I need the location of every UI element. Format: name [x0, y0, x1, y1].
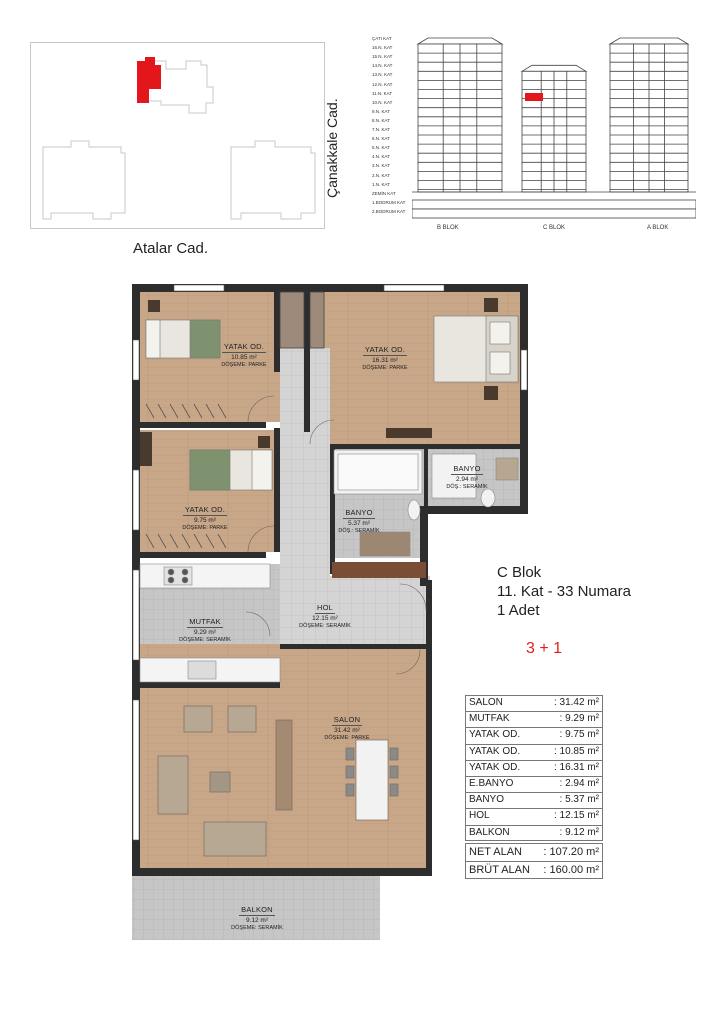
floor-label: 7.N. KAT [372, 127, 390, 132]
area-row [465, 825, 603, 841]
site-plan [30, 42, 325, 229]
unit-block: C Blok [497, 564, 542, 581]
site-plan-drawing [31, 43, 326, 230]
bed-3 [190, 450, 272, 490]
label-c-blok: C BLOK [543, 225, 566, 231]
street-label-south: Atalar Cad. [133, 240, 209, 257]
storage-unit [332, 562, 426, 578]
wardrobe-1 [280, 292, 304, 348]
area-value: : 31.42 m² [553, 697, 599, 708]
floor-label: 5.N. KAT [372, 145, 390, 151]
floor-bedroom-3 [140, 430, 280, 552]
label-b-blok: B BLOK [437, 225, 459, 231]
room-label-hall: HOL 12.15 m² DÖŞEME: SERAMİK [299, 603, 351, 629]
floor-label: 2.N. KAT [372, 172, 390, 178]
area-label: BANYO [469, 794, 505, 806]
bed-2 [434, 316, 518, 382]
area-label: YATAK OD. [469, 745, 521, 757]
area-value: : 2.94 m² [559, 777, 599, 789]
label-a-blok: A BLOK [647, 225, 669, 231]
area-row [465, 861, 603, 879]
area-label: NET ALAN [469, 845, 522, 858]
area-label: MUTFAK [469, 713, 510, 725]
area-value: : 160.00 m² [543, 863, 599, 876]
unit-floor-number: 11. Kat - 33 Numara [497, 583, 631, 600]
floor-label: ZEMİN KAT [372, 190, 396, 196]
area-label: SALON [469, 697, 503, 708]
area-row [465, 727, 603, 743]
room-label-salon: SALON 31.42 m² DÖŞEME: PARKE [324, 715, 370, 741]
room-count: 3 + 1 [526, 640, 563, 657]
room-label-bedroom-2: YATAK OD. 16.31 m² DÖŞEME: PARKE [362, 345, 408, 371]
area-row [465, 760, 603, 776]
room-label-kitchen: MUTFAK 9.29 m² DÖŞEME: SERAMİK [179, 617, 231, 643]
floor-label: 11.N. KAT [372, 90, 393, 96]
area-value: : 5.37 m² [559, 794, 599, 806]
floor-label: 1.N. KAT [372, 181, 390, 187]
room-label-ensuite: BANYO 2.94 m² DÖŞ.: SERAMİK [446, 464, 488, 490]
floor-label: 6.N. KAT [372, 136, 390, 142]
highlighted-unit-marker [137, 57, 161, 103]
area-value: : 9.75 m² [559, 729, 599, 741]
area-row [465, 776, 603, 792]
area-row [465, 843, 603, 861]
area-value: : 9.29 m² [559, 713, 599, 725]
area-row [465, 808, 603, 824]
room-label-bedroom-3: YATAK OD. 9.75 m² DÖŞEME: PARKE [182, 505, 228, 531]
area-label: YATAK OD. [469, 761, 521, 773]
floor-label: 9.N. KAT [372, 108, 390, 114]
floor-label: 2.BODRUM KAT [372, 208, 406, 214]
floor-label: 14.N. KAT [372, 63, 393, 69]
floor-label: 15.N. KAT [372, 54, 393, 60]
floor-label: 13.N. KAT [372, 72, 393, 78]
floor-label: 16.N. KAT [372, 45, 393, 51]
area-row [465, 744, 603, 760]
area-row [465, 695, 603, 711]
floor-label: 4.N. KAT [372, 154, 390, 160]
room-label-bedroom-1: YATAK OD. 10.85 m² DÖŞEME: PARKE [221, 342, 267, 368]
floor-label: 10.N. KAT [372, 99, 393, 105]
floor-label: 3.N. KAT [372, 163, 390, 169]
area-value: : 9.12 m² [559, 826, 599, 838]
area-row [465, 711, 603, 727]
area-value: : 10.85 m² [553, 745, 599, 757]
room-label-bath: BANYO 5.37 m² DÖŞ.: SERAMİK [338, 508, 380, 534]
bed-1 [146, 320, 220, 358]
area-value: : 12.15 m² [553, 810, 599, 822]
unit-count: 1 Adet [497, 602, 540, 619]
selected-floor-marker [525, 93, 543, 101]
area-label: BRÜT ALAN [469, 863, 530, 876]
floor-label: ÇATI KAT [372, 36, 392, 41]
area-value: : 107.20 m² [543, 845, 599, 858]
area-row [465, 792, 603, 808]
area-label: BALKON [469, 826, 510, 838]
wardrobe-2 [310, 292, 324, 348]
building-section [412, 30, 696, 230]
floor-label: 12.N. KAT [372, 81, 393, 87]
floor-label: 1.BODRUM KAT [372, 199, 406, 205]
floor-label: 8.N. KAT [372, 117, 390, 123]
area-label: HOL [469, 810, 490, 822]
area-table [465, 695, 603, 879]
room-label-balcony: BALKON 9.12 m² DÖŞEME: SERAMİK [231, 905, 283, 931]
area-label: E.BANYO [469, 777, 514, 789]
area-label: YATAK OD. [469, 729, 521, 741]
area-value: : 16.31 m² [553, 761, 599, 773]
street-label-east-wrap [322, 70, 346, 200]
unit-info [497, 563, 631, 620]
street-label-east: Çanakkale Cad. [324, 98, 340, 198]
